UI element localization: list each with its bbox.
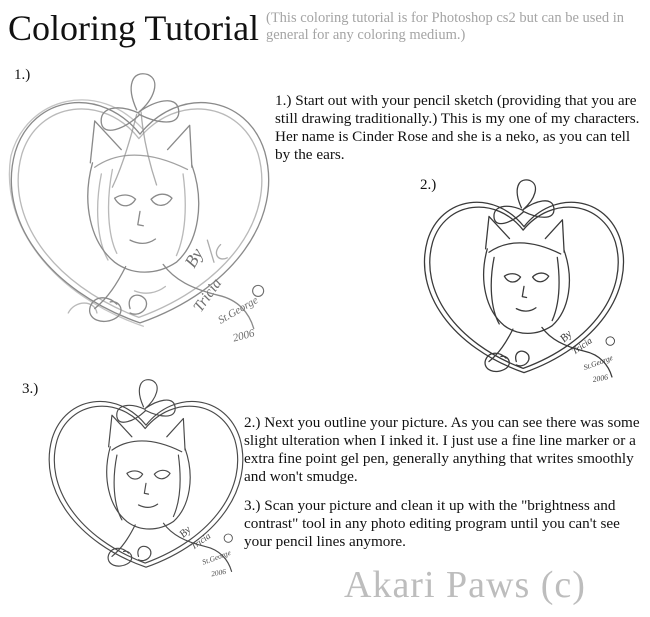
signature-by-text: By (177, 523, 194, 541)
step-3-label: 3.) (22, 381, 39, 397)
copyright-mark-icon (224, 534, 232, 542)
signature-year-text: 2006 (210, 566, 227, 579)
step-1-text: 1.) Start out with your pencil sketch (providing that you are still drawing traditionally.) This is my one of my characters. Her name is Cinder Rose and she is a neko, as you can tell by the ears. (275, 92, 640, 163)
signature-year-text: 2006 (231, 327, 256, 345)
signature-name-text: Tricia (570, 336, 595, 358)
page-title: Coloring Tutorial (8, 8, 260, 48)
signature-surname-text: St.George (200, 547, 233, 567)
step-2-text: 2.) Next you outline your picture. As you can see there was some slight ulteration when I inked it. I just use a fine line marker or a extra fine point gel pen, generally anything that writes smoothly and won't smudge. (244, 414, 640, 485)
inked-outline-drawing (416, 172, 632, 394)
step-2-label: 2.) (420, 177, 437, 193)
signature-surname-text: St.George (216, 294, 261, 327)
page-subtitle: (This coloring tutorial is for Photoshop cs2 but can be used in general for any coloring medium.) (266, 10, 625, 43)
step-1-label: 1.) (14, 67, 31, 83)
signature-name-text: Tricia (190, 275, 226, 316)
pencil-sketch-drawing (2, 62, 278, 352)
copyright-mark-icon (253, 285, 264, 296)
copyright-mark-icon (606, 337, 615, 346)
cleaned-scan-drawing (40, 372, 252, 588)
watermark: Akari Paws (c) (344, 564, 586, 606)
signature-surname-text: St.George (582, 353, 615, 372)
signature-year-text: 2006 (591, 372, 609, 385)
step-3-text: 3.) Scan your picture and clean it up with the "brightness and contrast" tool in any photo editing program until you can't see your pencil lines anymore. (244, 497, 620, 550)
signature-name-text: Tricia (188, 530, 213, 552)
signature-by-text: By (180, 244, 207, 271)
signature-by-text: By (557, 328, 575, 345)
